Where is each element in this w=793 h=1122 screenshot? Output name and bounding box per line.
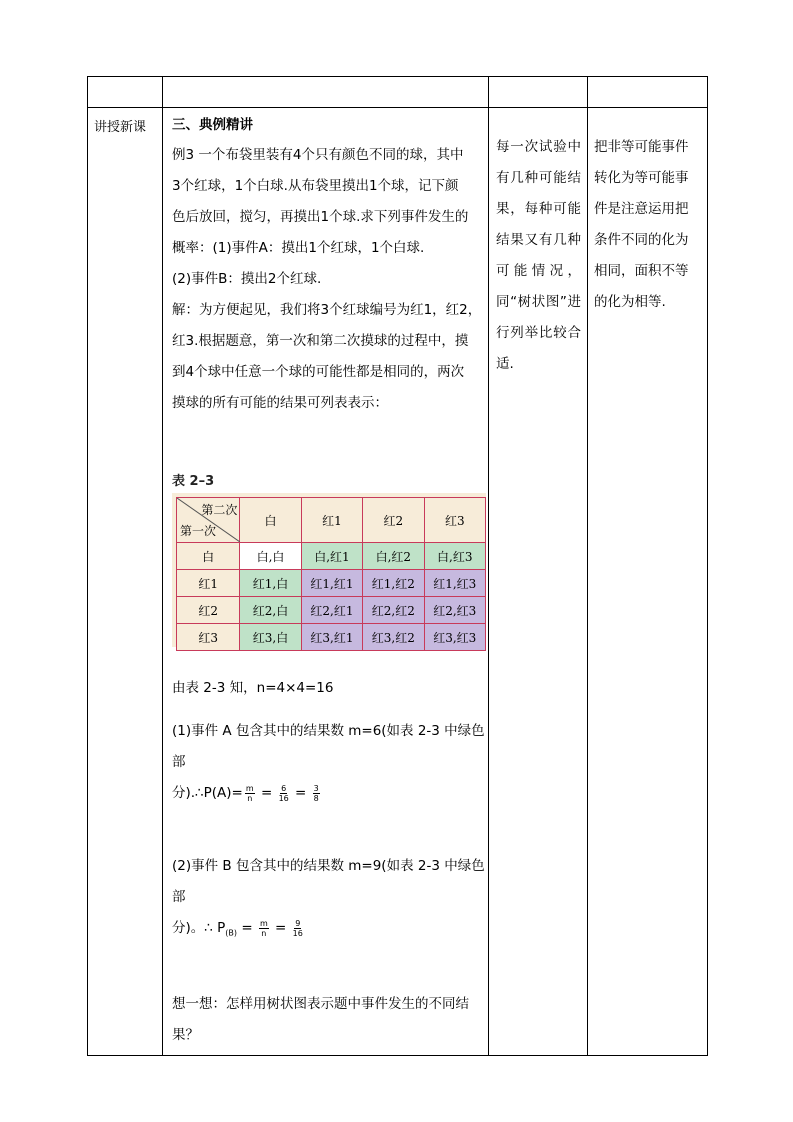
outcome-cell: 红3,红2 <box>363 624 424 651</box>
fraction <box>313 784 320 803</box>
row-header: 红1 <box>177 570 240 597</box>
corner-bottom-label: 第一次 <box>180 524 217 538</box>
total-line: 由表 2-3 知，n=4×4=16 <box>172 680 334 696</box>
lesson-plan-table <box>87 76 707 1043</box>
equals-sign: = <box>256 785 277 801</box>
outcome-cell: 红1,红1 <box>301 570 362 597</box>
fraction-denominator: n <box>247 793 253 803</box>
main-row <box>88 108 708 1056</box>
fraction-numerator: m <box>259 918 268 928</box>
design-note: 把非等可能事件转化为等可能事件是注意运用把条件不同的化为相同，面积不等的化为相等. <box>588 108 708 1056</box>
fraction-numerator: 3 <box>313 783 319 793</box>
row-header: 红3 <box>177 624 240 651</box>
part2-subscript: (B) <box>225 928 238 938</box>
outcome-row <box>177 543 486 570</box>
column-header: 红1 <box>301 498 362 543</box>
fraction <box>259 919 269 938</box>
header-row <box>88 77 708 108</box>
example-line: 色后放回，搅匀，再摸出1个球.求下列事件发生的 <box>172 209 469 225</box>
think-line: 想一想：怎样用树状图表示题中事件发生的不同结 <box>172 995 469 1012</box>
fraction-numerator: 6 <box>281 783 287 793</box>
equals-sign: = <box>270 920 291 936</box>
fraction-denominator: 16 <box>278 793 289 803</box>
fraction-denominator: 8 <box>313 793 319 803</box>
fraction <box>245 784 255 803</box>
example-line: 例3 一个布袋里装有4个只有颜色不同的球，其中 <box>172 147 464 163</box>
fraction-numerator: m <box>245 783 254 793</box>
example-line: 红3.根据题意，第一次和第二次摸球的过程中，摸 <box>172 333 469 349</box>
corner-cell <box>177 498 240 543</box>
part2-formula <box>172 913 488 949</box>
part2-line: (2)事件 B 包含其中的结果数 m=9(如表 2-3 中绿色部 <box>172 858 485 905</box>
column-header: 红2 <box>363 498 424 543</box>
equals-sign: = <box>237 920 257 936</box>
table-caption: 表 2–3 <box>172 474 215 489</box>
outcome-cell: 白,红1 <box>301 543 362 570</box>
outcome-cell: 红2,红2 <box>363 597 424 624</box>
empty-cell <box>489 77 588 108</box>
fraction-numerator: 9 <box>295 918 301 928</box>
outcome-cell: 白,红3 <box>424 543 485 570</box>
outcome-cell: 红3,红3 <box>424 624 485 651</box>
example-line: 3个红球，1个白球.从布袋里摸出1个球，记下颜 <box>172 178 459 194</box>
outcome-cell: 白,红2 <box>363 543 424 570</box>
outcome-header-row <box>177 498 486 543</box>
example-line: 摸球的所有可能的结果可列表表示： <box>172 395 388 411</box>
empty-cell <box>163 77 489 108</box>
outcome-cell: 红2,白 <box>240 597 301 624</box>
fraction-denominator: 16 <box>292 928 303 938</box>
column-header: 红3 <box>424 498 485 543</box>
example-line: 解：为方便起见，我们将3个红球编号为红1，红2， <box>172 302 482 318</box>
empty-cell <box>588 77 708 108</box>
part1-fractions <box>243 785 322 801</box>
outcome-table-figure <box>172 493 486 647</box>
fraction <box>279 784 289 803</box>
outcome-cell: 白,白 <box>240 543 301 570</box>
part1-line: (1)事件 A 包含其中的结果数 m=6(如表 2-3 中绿色部 <box>172 723 485 770</box>
empty-cell <box>88 77 163 108</box>
lesson-grid <box>87 76 708 1056</box>
outcome-row <box>177 624 486 651</box>
part1-formula <box>172 778 488 809</box>
part1-prefix: 分).∴P(A)= <box>172 785 243 801</box>
part2-prefix: 分)。∴ P <box>172 920 226 936</box>
phase-label: 讲授新课 <box>88 108 163 1056</box>
outcome-cell: 红2,红1 <box>301 597 362 624</box>
section-heading: 三、典例精讲 <box>172 117 253 133</box>
outcome-cell: 红1,红2 <box>363 570 424 597</box>
fraction <box>293 919 303 938</box>
corner-top-label: 第二次 <box>201 503 238 517</box>
outcome-cell: 红2,红3 <box>424 597 485 624</box>
outcome-cell: 红1,红3 <box>424 570 485 597</box>
row-header: 白 <box>177 543 240 570</box>
outcome-cell: 红3,白 <box>240 624 301 651</box>
outcome-cell: 红1,白 <box>240 570 301 597</box>
outcome-cell: 红3,红1 <box>301 624 362 651</box>
think-line: 果？ <box>172 1026 199 1043</box>
outcome-row <box>177 570 486 597</box>
outcome-table <box>176 497 486 651</box>
column-header: 白 <box>240 498 301 543</box>
example-line: 到4个球中任意一个球的可能性都是相同的，两次 <box>172 364 465 380</box>
equals-sign: = <box>290 785 311 801</box>
row-header: 红2 <box>177 597 240 624</box>
teacher-note: 每一次试验中有几种可能结果，每种可能结果又有几种可能情况，同“树状图”进行列举比较合适. <box>489 108 588 1056</box>
part2-fractions <box>237 920 305 936</box>
content-cell <box>163 108 489 1056</box>
fraction-denominator: n <box>261 928 267 938</box>
example-line: 概率：(1)事件A：摸出1个红球，1个白球. <box>172 240 425 256</box>
example-line: (2)事件B：摸出2个红球. <box>172 271 322 287</box>
outcome-row <box>177 597 486 624</box>
